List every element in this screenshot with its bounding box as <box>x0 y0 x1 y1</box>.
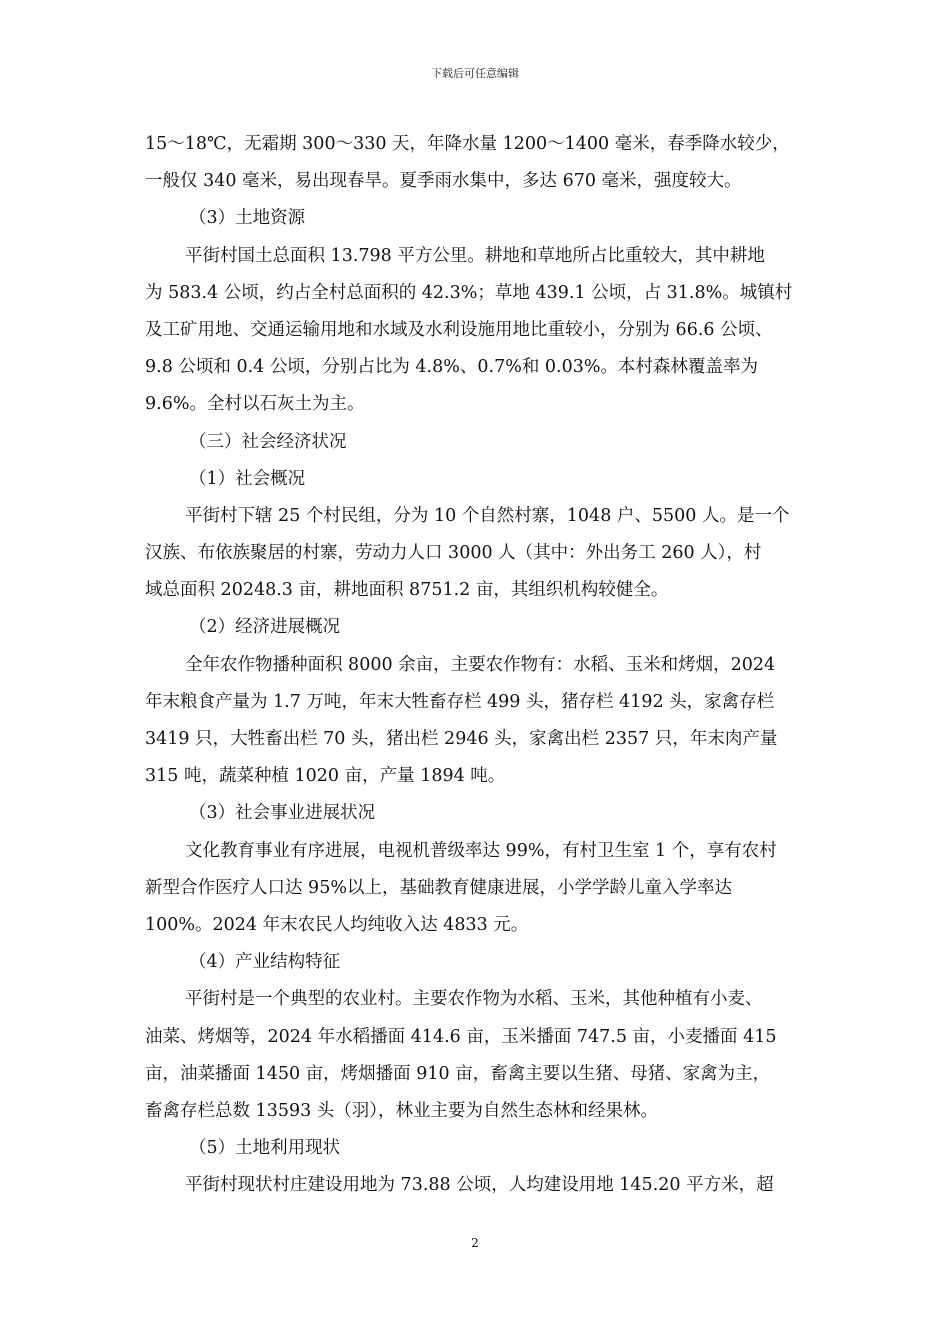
paragraph-line: 9.6%。全村以石灰土为主。 <box>145 394 365 415</box>
paragraph-line: 100%。2024 年末农民人均纯收入达 4833 元。 <box>145 914 529 935</box>
paragraph-line: 畜禽存栏总数 13593 头（羽），林业主要为自然生态林和经果林。 <box>145 1100 659 1121</box>
paragraph-line: 平街村是一个典型的农业村。主要农作物为水稻、玉米，其他种植有小麦、 <box>185 989 763 1010</box>
paragraph-line: 域总面积 20248.3 亩，耕地面积 8751.2 亩，其组织机构较健全。 <box>145 580 669 601</box>
section-heading: （4）产业结构特征 <box>189 952 341 973</box>
section-heading: （5）土地利用现状 <box>189 1138 341 1159</box>
paragraph-line: 及工矿用地、交通运输用地和水域及水利设施用地比重较小，分别为 66.6 公顷、 <box>145 319 773 340</box>
paragraph-line: 油菜、烤烟等，2024 年水稻播面 414.6 亩，玉米播面 747.5 亩，小麦播面 415 <box>145 1026 777 1047</box>
paragraph-line: 文化教育事业有序进展，电视机普级率达 99%，有村卫生室 1 个，享有农村 <box>185 840 777 861</box>
page-number: 2 <box>471 1236 479 1250</box>
paragraph-line: 一般仅 340 毫米，易出现春旱。夏季雨水集中，多达 670 毫米，强度较大。 <box>145 171 742 192</box>
paragraph-line: 平街村现状村庄建设用地为 73.88 公顷，人均建设用地 145.20 平方米，超 <box>185 1175 774 1196</box>
section-heading: （1）社会概况 <box>189 468 306 489</box>
paragraph-line: 9.8 公顷和 0.4 公顷，分别占比为 4.8%、0.7%和 0.03%。本村森林覆盖率为 <box>145 357 758 378</box>
page-header-note: 下载后可任意编辑 <box>431 67 519 80</box>
document-body <box>145 126 810 1204</box>
section-heading: （3）土地资源 <box>189 208 306 229</box>
paragraph-line: 平街村国土总面积 13.798 平方公里。耕地和草地所占比重较大，其中耕地 <box>185 245 765 266</box>
section-heading: （3）社会事业进展状况 <box>189 803 376 824</box>
section-heading: （三）社会经济状况 <box>189 431 347 452</box>
paragraph-line: 新型合作医疗人口达 95%以上，基础教育健康进展，小学学龄儿童入学率达 <box>145 877 732 898</box>
paragraph-line: 15～18℃，无霜期 300～330 天，年降水量 1200～1400 毫米，春季降水较少， <box>145 134 790 154</box>
paragraph-line: 3419 只，大牲畜出栏 70 头，猪出栏 2946 头，家禽出栏 2357 只，年末肉产量 <box>145 729 778 749</box>
section-heading: （2）经济进展概况 <box>189 617 341 638</box>
paragraph-line: 年末粮食产量为 1.7 万吨，年末大牲畜存栏 499 头，猪存栏 4192 头，家禽存栏 <box>145 691 775 712</box>
paragraph-line: 为 583.4 公顷，约占全村总面积的 42.3%；草地 439.1 公顷，占 31.8%。城镇村 <box>145 282 793 303</box>
paragraph-line: 亩，油菜播面 1450 亩，烤烟播面 910 亩，畜禽主要以生猪、母猪、家禽为主， <box>145 1063 771 1084</box>
paragraph-line: 315 吨，蔬菜种植 1020 亩，产量 1894 吨。 <box>145 766 506 787</box>
paragraph-line: 平街村下辖 25 个村民组，分为 10 个自然村寨，1048 户、5500 人。是一个 <box>185 505 790 526</box>
paragraph-line: 汉族、布依族聚居的村寨，劳动力人口 3000 人（其中：外出务工 260 人），村 <box>145 543 762 564</box>
paragraph-line: 全年农作物播种面积 8000 余亩，主要农作物有：水稻、玉米和烤烟，2024 <box>185 654 776 675</box>
